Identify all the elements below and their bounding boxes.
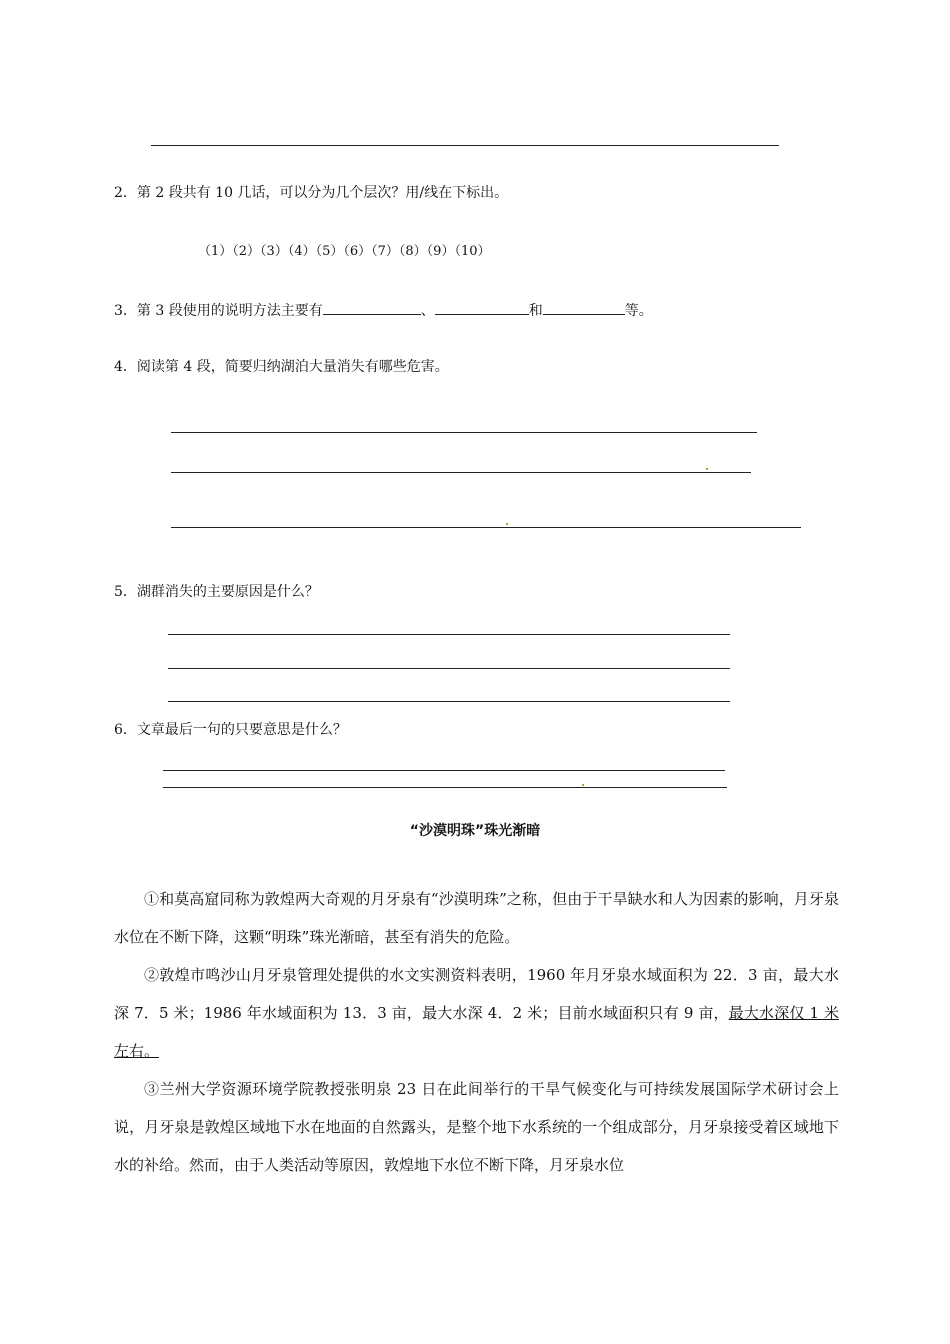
stray-mark — [706, 468, 708, 470]
article-paragraph-2-text: ②敦煌市鸣沙山月牙泉管理处提供的水文实测资料表明，1960 年月牙泉水域面积为 22．3 亩，最大水深 7．5 米；1986 年水域面积为 13．3 亩，最大水深 4．2 米；目前水域面积只有 9 亩， — [114, 966, 839, 1022]
question-3-prefix: 3．第 3 段使用的说明方法主要有 — [114, 303, 323, 319]
stray-mark — [506, 523, 508, 525]
question-5: 5．湖群消失的主要原因是什么？ — [114, 584, 319, 600]
answer-line-q5-3[interactable] — [168, 701, 730, 702]
answer-line-q4-2[interactable] — [171, 472, 751, 473]
answer-line-q4-1[interactable] — [171, 432, 757, 433]
answer-line-top[interactable] — [151, 145, 779, 146]
question-3-blank-3[interactable] — [543, 300, 625, 315]
answer-line-q5-1[interactable] — [168, 634, 730, 635]
question-3-blank-1[interactable] — [323, 300, 421, 315]
article-paragraph-2-underlined: 最大水深仅 1 米左右。 — [114, 1004, 839, 1060]
question-6: 6．文章最后一句的只要意思是什么？ — [114, 722, 347, 738]
question-3-separator-2: 和 — [528, 303, 543, 319]
answer-line-q5-2[interactable] — [168, 668, 730, 669]
article-paragraph-1: ①和莫高窟同称为敦煌两大奇观的月牙泉有“沙漠明珠”之称，但由于干旱缺水和人为因素的影响，月牙泉水位在不断下降，这颗“明珠”珠光渐暗，甚至有消失的危险。 — [114, 890, 839, 946]
answer-line-q4-3[interactable] — [171, 527, 801, 528]
article-title: “沙漠明珠”珠光渐暗 — [409, 823, 541, 839]
question-2: 2．第 2 段共有 10 几话，可以分为几个层次？用/线在下标出。 — [114, 185, 509, 201]
question-3-separator-1: 、 — [420, 303, 435, 319]
question-3 — [114, 300, 653, 321]
question-3-suffix: 等。 — [624, 303, 653, 319]
question-2-sentence-numbers: （1）（2）（3）（4）（5）（6）（7）（8）（9）（10） — [198, 244, 491, 259]
article-paragraph-3: ③兰州大学资源环境学院教授张明泉 23 日在此间举行的干旱气候变化与可持续发展国际学术研讨会上说，月牙泉是敦煌区域地下水在地面的自然露头，是整个地下水系统的一个组成部分，月牙泉接受着区域地下水的补给。然而，由于人类活动等原因，敦煌地下水位不断下降，月牙泉水位 — [114, 1080, 839, 1174]
answer-line-q6-1[interactable] — [163, 770, 725, 771]
answer-line-q6-2[interactable] — [163, 787, 727, 788]
question-4: 4．阅读第 4 段，简要归纳湖泊大量消失有哪些危害。 — [114, 359, 449, 375]
stray-mark — [582, 784, 584, 786]
question-3-blank-2[interactable] — [435, 300, 529, 315]
article-paragraph-2 — [114, 956, 839, 1070]
